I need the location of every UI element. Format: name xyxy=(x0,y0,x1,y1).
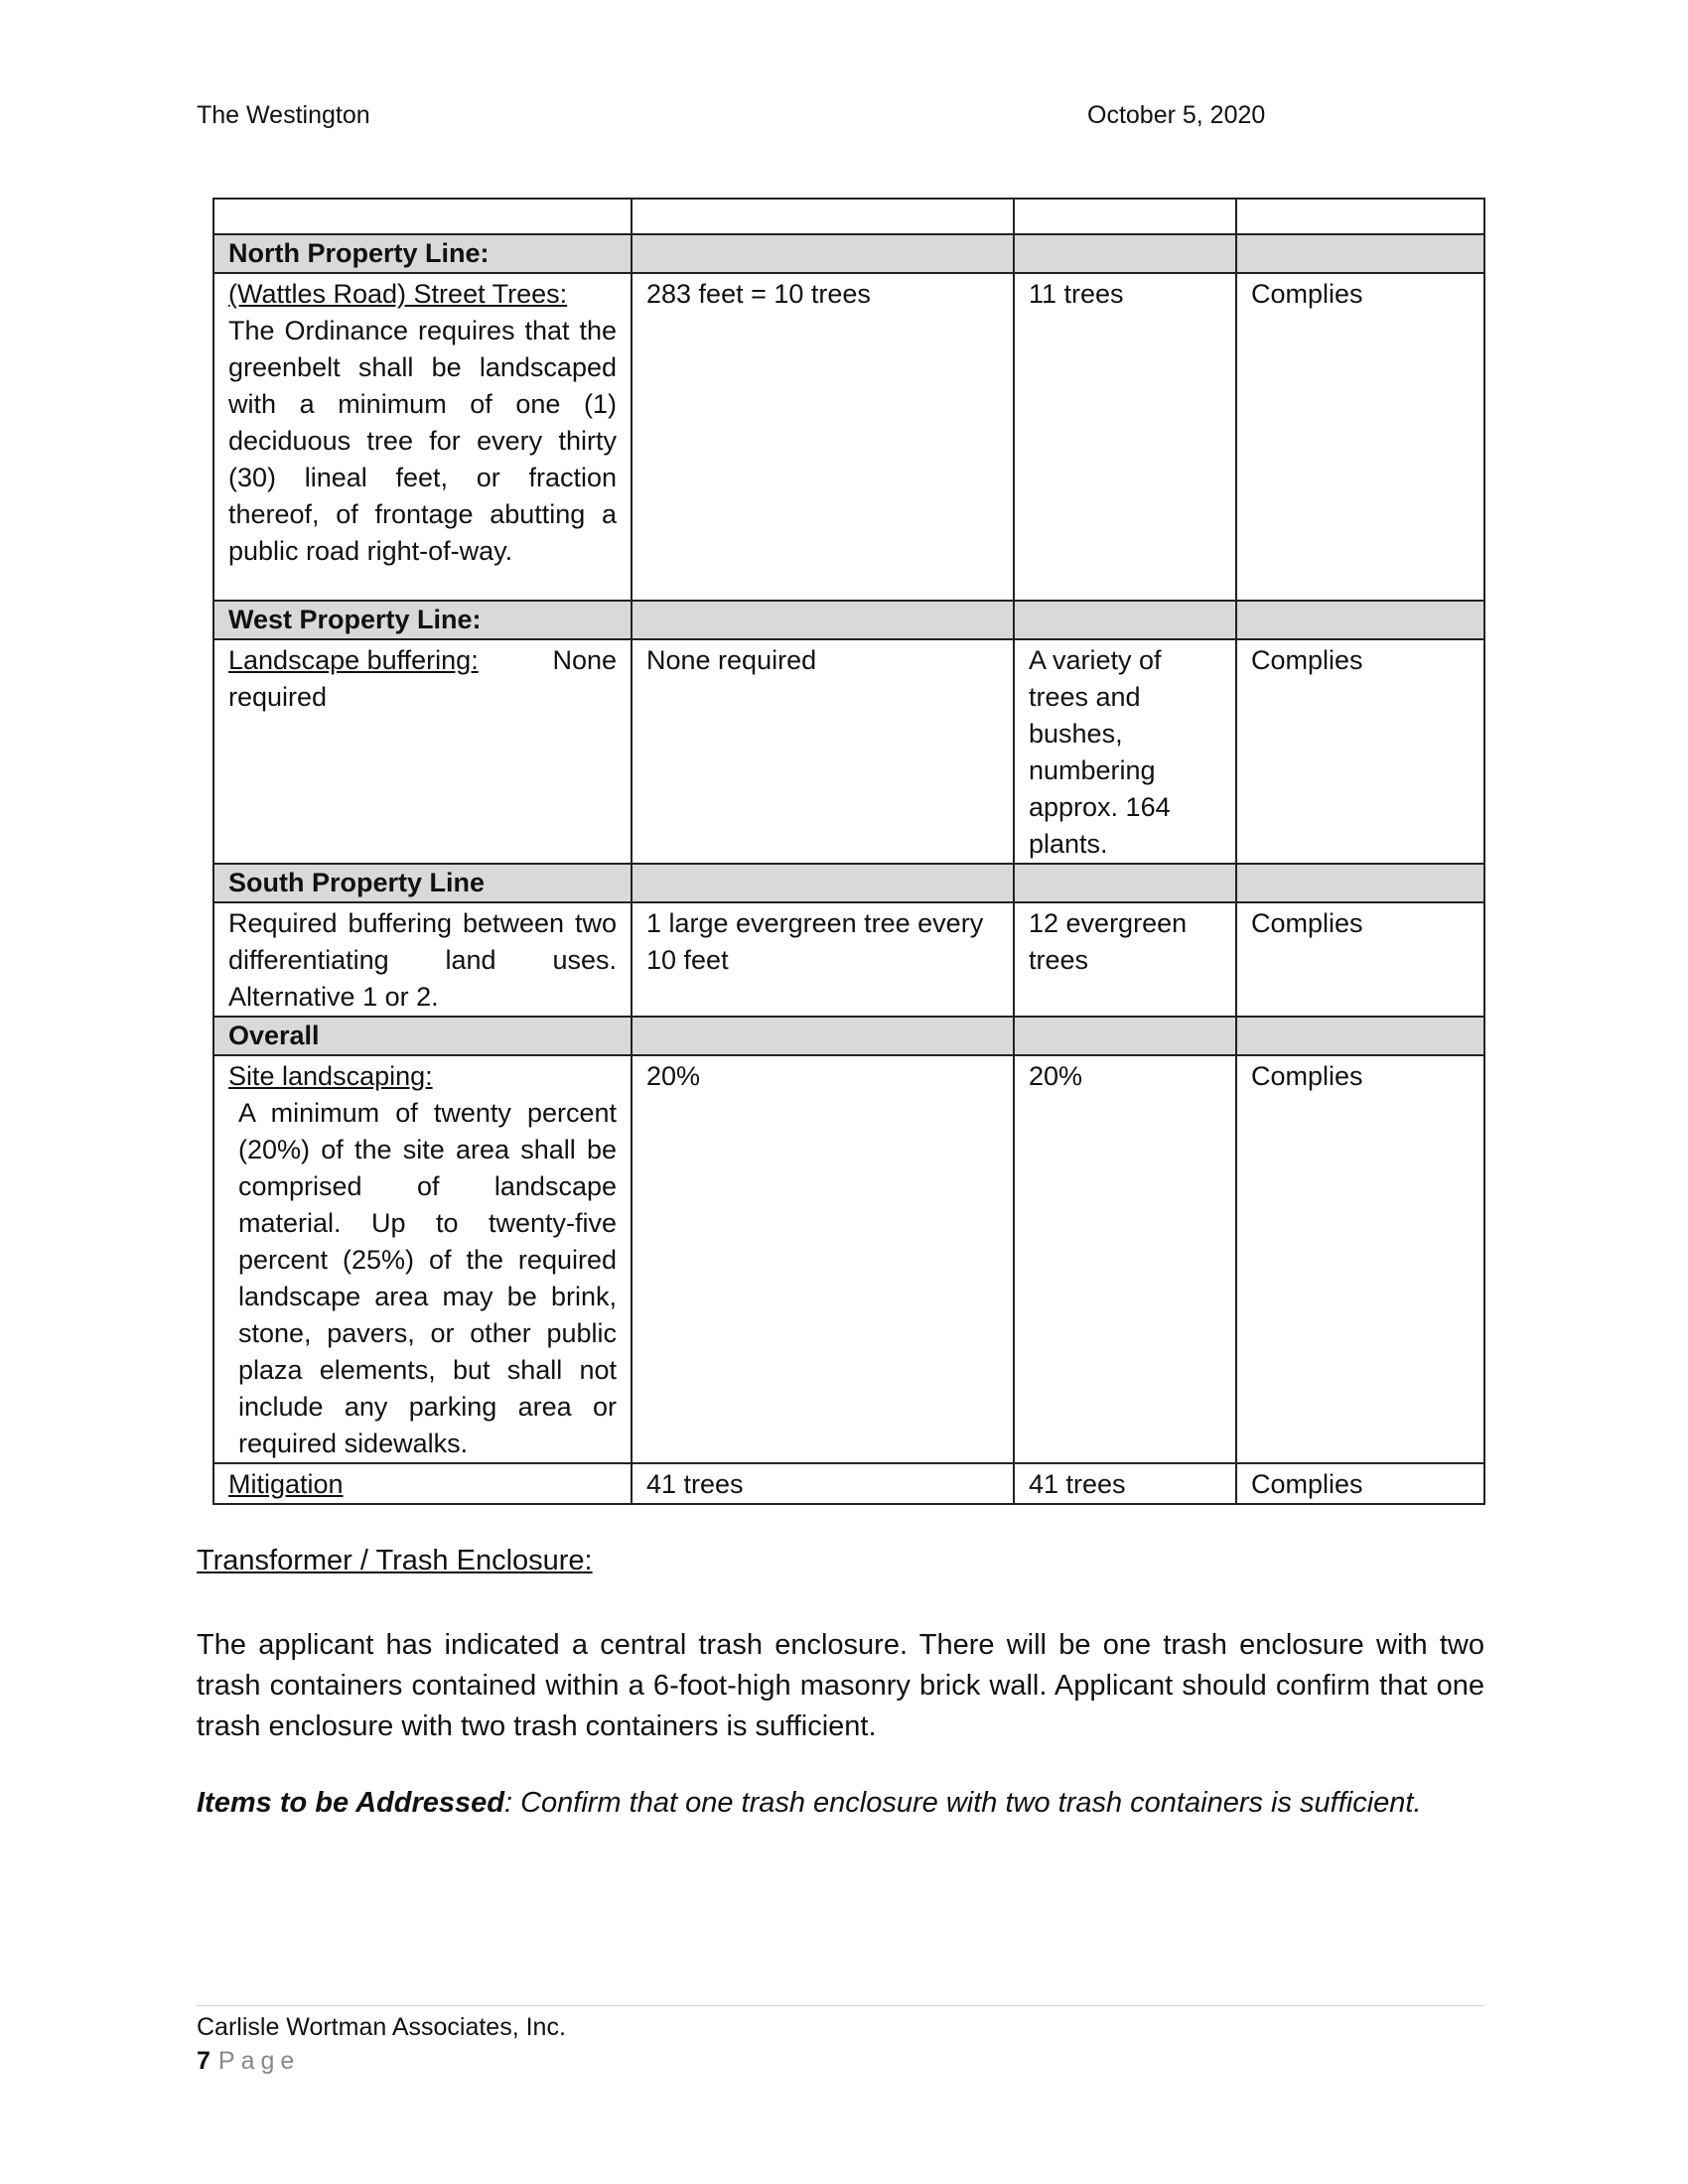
table-row-west xyxy=(213,639,1484,864)
provided-cell: 20% xyxy=(1014,1055,1236,1463)
footer-page xyxy=(197,2047,300,2076)
requirement-label-rest: None xyxy=(552,645,617,675)
page-number: 7 xyxy=(197,2047,211,2075)
section-heading-transformer: Transformer / Trash Enclosure: xyxy=(197,1545,593,1576)
status-cell: Complies xyxy=(1236,273,1484,601)
requirement-label: Site landscaping: xyxy=(228,1061,433,1091)
header-date: October 5, 2020 xyxy=(1087,101,1266,129)
items-text: : Confirm that one trash enclosure with two trash containers is sufficient. xyxy=(503,1787,1422,1819)
status-cell: Complies xyxy=(1236,1463,1484,1504)
table-row-section-overall xyxy=(213,1017,1484,1055)
requirement-cell xyxy=(213,273,632,601)
requirement-label: Landscape buffering: xyxy=(228,645,479,675)
table-row-blank xyxy=(213,199,1484,234)
table-row-south xyxy=(213,902,1484,1017)
provided-cell: 12 evergreen trees xyxy=(1014,902,1236,1017)
requirement-description: The Ordinance requires that the greenbelt shall be landscaped with a minimum of one (1) deciduous tree for every thirty (30) lineal feet, or fraction thereof, of frontage abutting a public road right-of-way. xyxy=(228,316,617,566)
requirement-cell xyxy=(213,1055,632,1463)
items-to-be-addressed xyxy=(197,1787,1497,1820)
requirement-cell xyxy=(213,1463,632,1504)
status-cell: Complies xyxy=(1236,639,1484,864)
header-project-name: The Westington xyxy=(197,101,370,129)
table-row-overall xyxy=(213,1055,1484,1463)
requirement-description: A minimum of twenty percent (20%) of the site area shall be comprised of landscape material. Up to twenty-five percent (25%) of the required landscape area may be brink, stone, pavers, or other public plaza elements, but shall not include any parking area or required sidewalks. xyxy=(238,1098,617,1458)
required-cell: 283 feet = 10 trees xyxy=(632,273,1014,601)
table-row-mitigation xyxy=(213,1463,1484,1504)
provided-cell: 41 trees xyxy=(1014,1463,1236,1504)
provided-cell: 11 trees xyxy=(1014,273,1236,601)
provided-cell: A variety of trees and bushes, numbering approx. 164 plants. xyxy=(1014,639,1236,864)
items-label: Items to be Addressed xyxy=(197,1787,504,1819)
table-row-section-south xyxy=(213,864,1484,902)
required-cell: 1 large evergreen tree every 10 feet xyxy=(632,902,1014,1017)
table-row-section-north xyxy=(213,234,1484,273)
section-title: Overall xyxy=(213,1017,632,1055)
table-row-north xyxy=(213,273,1484,601)
requirement-cell xyxy=(213,639,632,864)
section-title: South Property Line xyxy=(213,864,632,902)
table-row-section-west xyxy=(213,601,1484,639)
section-title: North Property Line: xyxy=(213,234,632,273)
required-cell: 20% xyxy=(632,1055,1014,1463)
page-word: Page xyxy=(217,2047,301,2075)
status-cell: Complies xyxy=(1236,902,1484,1017)
footer-divider xyxy=(197,2005,1484,2006)
landscape-requirements-table xyxy=(212,198,1485,1505)
section-title: West Property Line: xyxy=(213,601,632,639)
footer-company: Carlisle Wortman Associates, Inc. xyxy=(197,2013,566,2041)
transformer-paragraph: The applicant has indicated a central trash enclosure. There will be one trash enclosure with two trash containers contained within a 6-foot-high masonry brick wall. Applicant should confirm that one trash enclosure with two trash containers is sufficient. xyxy=(197,1629,1484,1742)
requirement-label: (Wattles Road) Street Trees: xyxy=(228,279,568,309)
status-cell: Complies xyxy=(1236,1055,1484,1463)
required-cell: None required xyxy=(632,639,1014,864)
requirement-label: Mitigation xyxy=(228,1469,344,1499)
requirement-label-rest2: required xyxy=(228,682,328,712)
required-cell: 41 trees xyxy=(632,1463,1014,1504)
requirement-description: Required buffering between two differentiating land uses. Alternative 1 or 2. xyxy=(213,902,632,1017)
